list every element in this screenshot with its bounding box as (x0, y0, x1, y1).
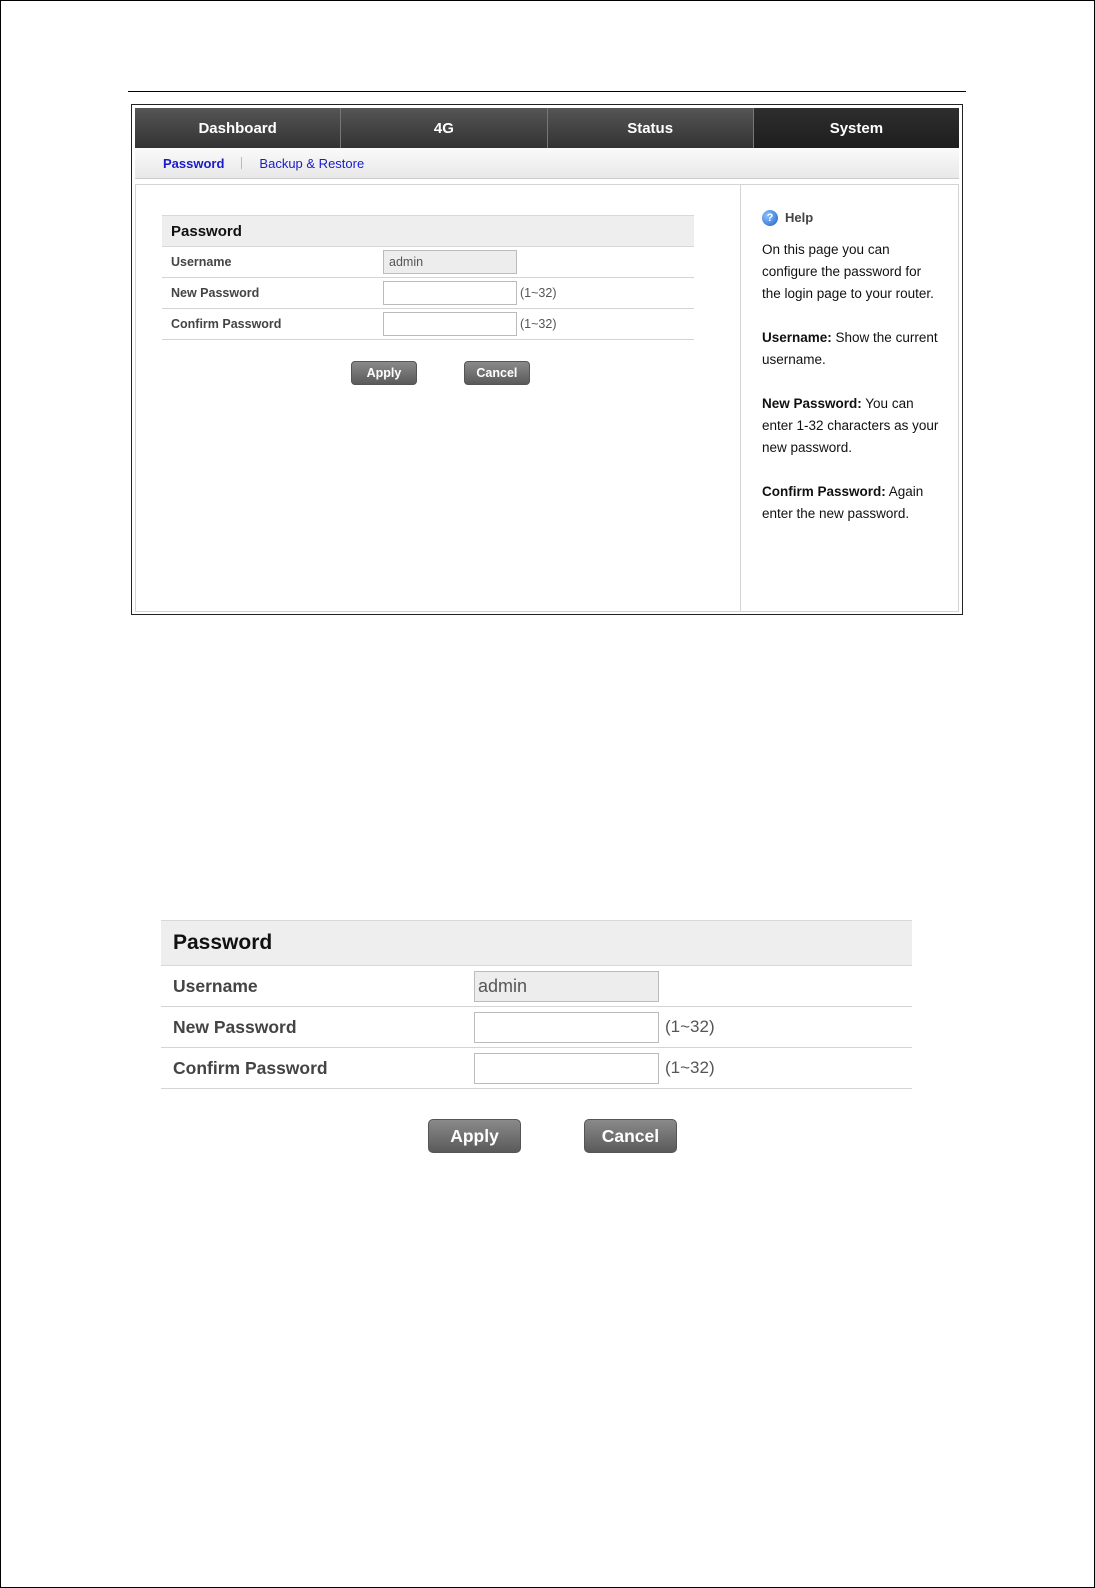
confirm-password-label: Confirm Password (171, 317, 282, 331)
help-item-new-password (762, 393, 940, 459)
help-term: New Password: (762, 396, 862, 411)
sub-nav (135, 148, 959, 179)
new-password-input[interactable] (474, 1012, 659, 1043)
main-pane (136, 185, 741, 611)
confirm-password-row (161, 1048, 912, 1089)
new-password-row (162, 278, 694, 309)
content-area (135, 184, 959, 612)
tab-dashboard[interactable]: Dashboard (135, 108, 341, 148)
confirm-password-row (162, 309, 694, 340)
username-field (474, 971, 659, 1002)
password-form (162, 215, 694, 340)
form-buttons (351, 361, 530, 385)
subnav-divider (241, 157, 242, 169)
username-label: Username (171, 255, 232, 269)
help-text: You can enter 1-32 characters as your new password. (762, 396, 939, 455)
username-row (162, 247, 694, 278)
help-header (762, 207, 940, 229)
header-rule (128, 91, 966, 92)
password-form-enlarged (161, 920, 912, 1089)
help-intro: On this page you can configure the password for the login page to your router. (762, 242, 934, 301)
username-field (383, 250, 517, 274)
help-text: Again enter the new password. (762, 484, 924, 521)
new-password-label: New Password (173, 1016, 297, 1037)
apply-button[interactable]: Apply (428, 1119, 521, 1153)
form-buttons-enlarged (428, 1119, 677, 1153)
help-term: Username: (762, 330, 832, 345)
apply-button[interactable]: Apply (351, 361, 417, 385)
new-password-hint: (1~32) (665, 1017, 715, 1036)
help-question-icon: ? (762, 210, 778, 226)
username-label: Username (173, 975, 258, 996)
cancel-button[interactable]: Cancel (584, 1119, 677, 1153)
form-title: Password (161, 920, 912, 966)
new-password-row (161, 1007, 912, 1048)
tab-system[interactable]: System (754, 108, 959, 148)
confirm-password-input[interactable] (383, 312, 517, 336)
top-nav (135, 108, 959, 148)
form-title: Password (162, 215, 694, 247)
new-password-hint: (1~32) (520, 286, 557, 300)
help-text: Show the current username. (762, 330, 938, 367)
router-screenshot (131, 104, 963, 615)
new-password-input[interactable] (383, 281, 517, 305)
subtab-backup-restore[interactable]: Backup & Restore (259, 155, 365, 171)
help-term: Confirm Password: (762, 484, 886, 499)
confirm-password-input[interactable] (474, 1053, 659, 1084)
new-password-label: New Password (171, 286, 260, 300)
tab-4g[interactable]: 4G (341, 108, 547, 148)
help-pane (742, 185, 958, 611)
help-item-username (762, 327, 940, 371)
username-row (161, 966, 912, 1007)
confirm-password-hint: (1~32) (520, 317, 557, 331)
tab-status[interactable]: Status (548, 108, 754, 148)
confirm-password-label: Confirm Password (173, 1057, 328, 1078)
cancel-button[interactable]: Cancel (464, 361, 530, 385)
help-item-confirm-password (762, 481, 940, 525)
confirm-password-hint: (1~32) (665, 1058, 715, 1077)
subtab-password[interactable]: Password (163, 155, 225, 171)
help-title: Help (785, 210, 814, 225)
